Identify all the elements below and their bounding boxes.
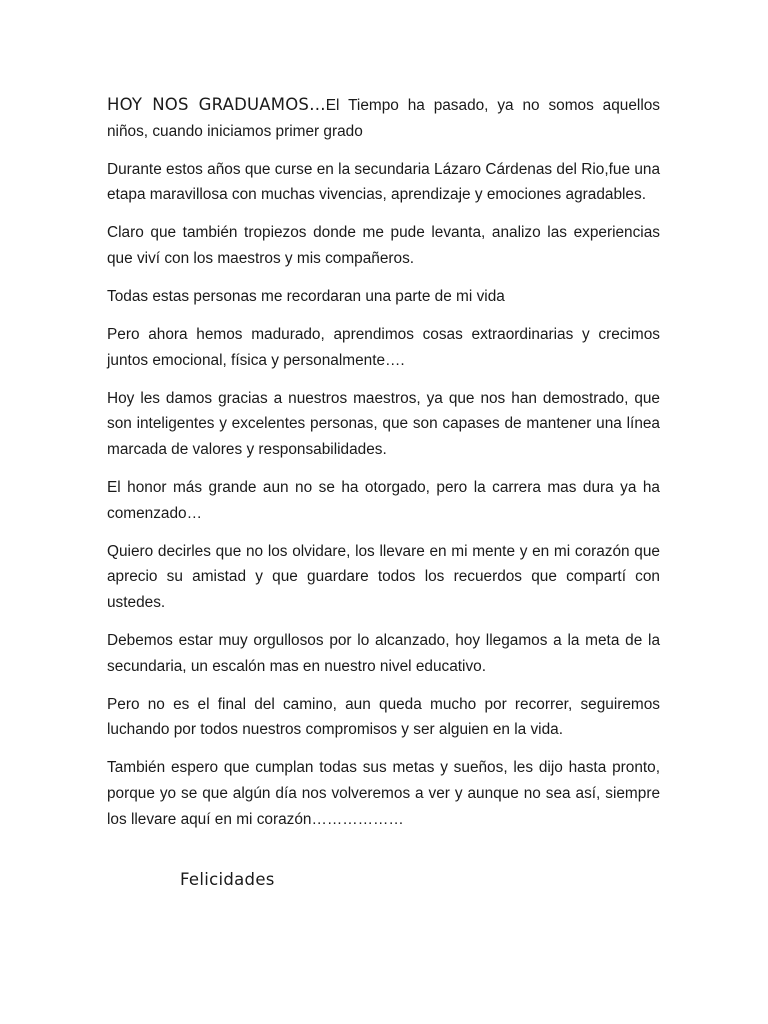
paragraph-5: Pero ahora hemos madurado, aprendimos cosas extraordinarias y crecimos juntos emocional, física y personalmente….: [107, 326, 660, 369]
paragraph-9: Debemos estar muy orgullosos por lo alcanzado, hoy llegamos a la meta de la secundaria, un escalón mas en nuestro nivel educativo.: [107, 632, 660, 675]
paragraph-8: Quiero decirles que no los olvidare, los llevare en mi mente y en mi corazón que aprecio su amistad y que guardare todos los recuerdos que compartí con ustedes.: [107, 542, 660, 611]
paragraph-10: Pero no es el final del camino, aun queda mucho por recorrer, seguiremos luchando por todos nuestros compromisos y ser alguien en la vida.: [107, 695, 660, 739]
document-body: [107, 92, 660, 845]
paragraph-2: Durante estos años que curse en la secundaria Lázaro Cárdenas del Rio,fue una etapa maravillosa con muchas vivencias, aprendizaje y emociones agradables.: [107, 160, 660, 204]
paragraph-7: El honor más grande aun no se ha otorgado, pero la carrera mas dura ya ha comenzado…: [107, 479, 660, 522]
paragraph-4: Todas estas personas me recordaran una parte de mi vida: [107, 288, 505, 306]
paragraph-6: Hoy les damos gracias a nuestros maestros, ya que nos han demostrado, que son inteligentes y excelentes personas, que son capases de mantener una línea marcada de valores y responsabilidades.: [107, 389, 660, 459]
paragraph-1-text: El Tiempo ha pasado, ya no somos aquellos niños, cuando iniciamos primer grado: [107, 97, 660, 140]
paragraph-3: Claro que también tropiezos donde me pude levanta, analizo las experiencias que viví con los maestros y mis compañeros.: [107, 224, 660, 267]
paragraph-1: [107, 92, 660, 144]
closing-line: Felicidades: [180, 870, 275, 889]
document-title: HOY NOS GRADUAMOS…: [107, 95, 326, 114]
paragraph-11: También espero que cumplan todas sus metas y sueños, les dijo hasta pronto, porque yo se que algún día nos volveremos a ver y aunque no sea así, siempre los llevare aquí en mi corazón………………: [107, 759, 660, 828]
